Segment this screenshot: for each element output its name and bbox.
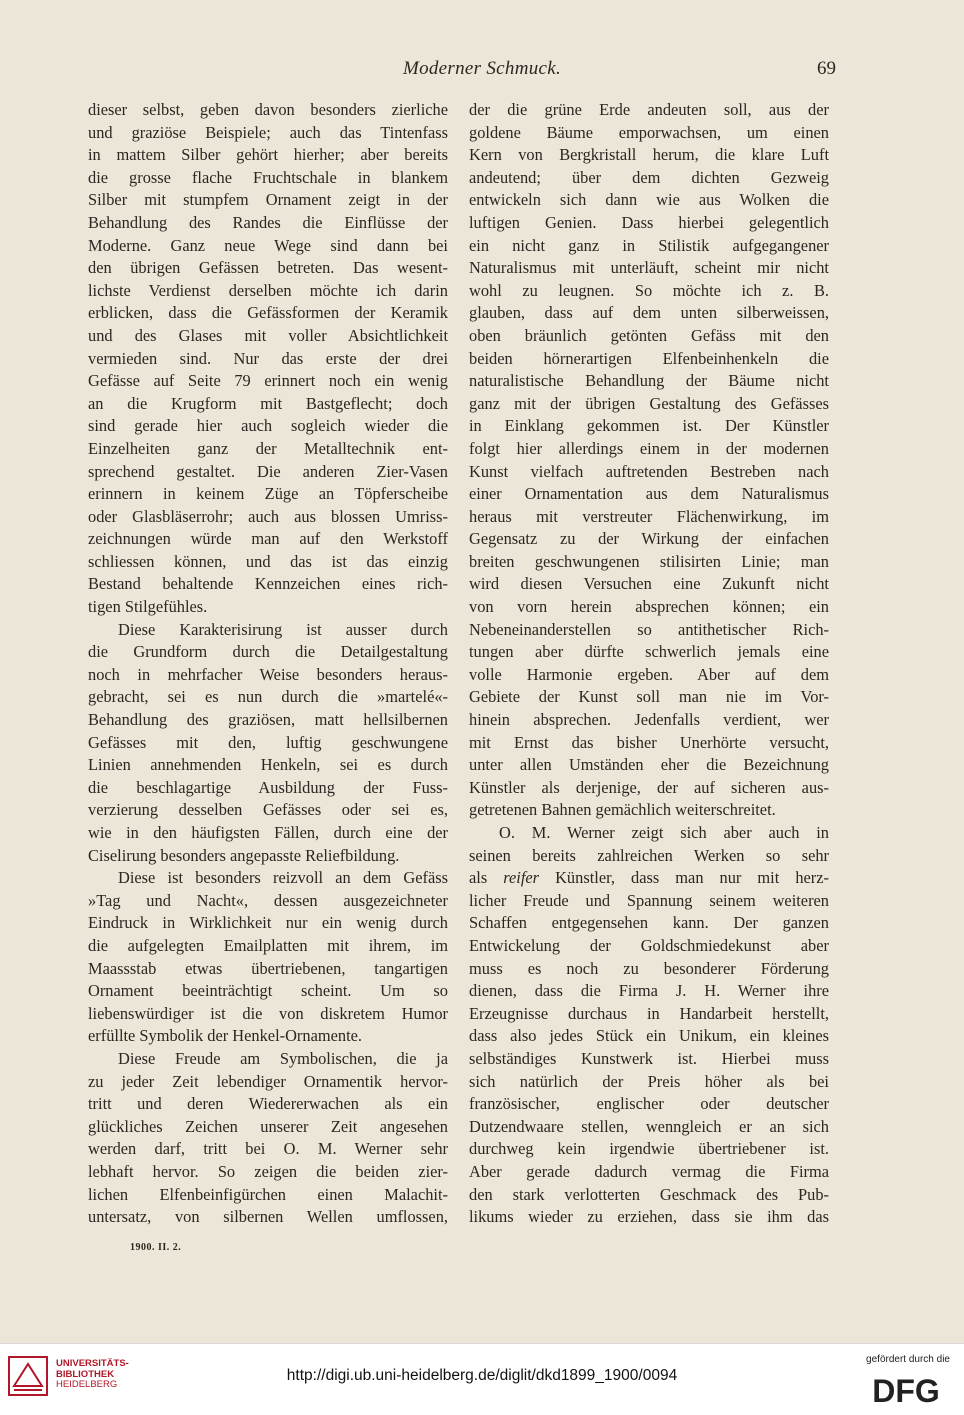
text-line: Ciselirung besonders angepasste Reliefbildung. bbox=[88, 845, 400, 865]
right-text-column bbox=[469, 99, 829, 1229]
text-line: Kunst vielfach auftretenden Bestreben nach bbox=[469, 461, 829, 481]
text-line: getretenen Bahnen gemächlich weiterschreitet. bbox=[469, 800, 776, 820]
text-line: volle Harmonie ergeben. Aber auf dem bbox=[469, 664, 829, 684]
text-line: hinein absprechen. Jedenfalls verdient, wer bbox=[469, 710, 829, 730]
funded-by-label: gefördert durch die bbox=[866, 1354, 950, 1365]
text-line: Eindruck in Wirklichkeit nur ein wenig durch bbox=[88, 913, 448, 933]
page-number: 69 bbox=[817, 58, 836, 79]
text-line: den stark verlotterten Geschmack des Pub- bbox=[469, 1184, 829, 1204]
text-line: Behandlung des Randes die Einflüsse der bbox=[88, 212, 448, 232]
text-line: Künstler als derjenige, der auf sicheren aus- bbox=[469, 777, 829, 797]
text-line: Diese Freude am Symbolischen, die ja bbox=[118, 1048, 448, 1068]
text-line: andeutend; über dem dichten Gezweig bbox=[469, 167, 829, 187]
text-line: in mattem Silber gehört hierher; aber bereits bbox=[88, 145, 448, 165]
text-line: und graziöse Beispiele; auch das Tintenfass bbox=[88, 122, 448, 142]
text-line: selbständiges Kunstwerk ist. Hierbei muss bbox=[469, 1048, 829, 1068]
left-text-column bbox=[88, 99, 448, 1229]
library-name-line3: HEIDELBERG bbox=[56, 1379, 118, 1390]
text-line: Gefässe auf Seite 79 erinnert noch ein wenig bbox=[88, 371, 448, 391]
text-line: Linien annehmenden Henkeln, sei es durch bbox=[88, 755, 448, 775]
text-line: sprechend gestaltet. Die anderen Zier-Vasen bbox=[88, 461, 448, 481]
text-line: in Einklang gekommen ist. Der Künstler bbox=[469, 416, 829, 436]
text-line: Maassstab etwas übertriebenen, tangartigen bbox=[88, 958, 448, 978]
text-line: gebracht, sei es nun durch die »martelé«- bbox=[88, 687, 448, 707]
text-line: Erzeugnisse durchaus in Handarbeit herstellt, bbox=[469, 1003, 829, 1023]
text-line: Bestand behaltende Kennzeichen eines rich- bbox=[88, 574, 448, 594]
text-line: ganz mit der übrigen Gestaltung des Gefässes bbox=[469, 393, 829, 413]
text-line: zeichnungen würde man auf den Werkstoff bbox=[88, 529, 448, 549]
text-line: wird diesen Versuchen eine Zukunft nicht bbox=[469, 574, 829, 594]
text-line: werden darf, tritt bei O. M. Werner sehr bbox=[88, 1139, 448, 1159]
text-line: glauben, dass auf dem unten silberweissen, bbox=[469, 303, 829, 323]
text-line: Dutzendwaare stellen, wenngleich er an sich bbox=[469, 1116, 829, 1136]
running-title: Moderner Schmuck. bbox=[402, 58, 562, 79]
permalink-url[interactable]: http://digi.ub.uni-heidelberg.de/diglit/dkd1899_1900/0094 bbox=[286, 1367, 678, 1384]
text-line: Nebeneinanderstellen so antithetischer Rich- bbox=[469, 619, 829, 639]
text-line: Naturalismus mit unterläuft, scheint mir nicht bbox=[469, 258, 829, 278]
text-line: mit Ernst das bisher Unerhörte versucht, bbox=[469, 732, 829, 752]
text-line: Einzelheiten ganz der Metalltechnik ent- bbox=[88, 438, 448, 458]
text-line: entwickeln sich dann wie aus Wolken die bbox=[469, 190, 829, 210]
text-line: O. M. Werner zeigt sich aber auch in bbox=[499, 823, 829, 842]
text-line: an die Krugform mit Bastgeflecht; doch bbox=[88, 393, 448, 413]
text-line: »Tag und Nacht«, dessen ausgezeichneter bbox=[88, 890, 448, 910]
text-line: oder Glasbläserrohr; auch aus blossen Umriss- bbox=[88, 506, 448, 526]
text-line: muss es noch zu besonderer Förderung bbox=[469, 958, 829, 978]
text-line: tritt und deren Wiedererwachen als ein bbox=[88, 1094, 448, 1114]
text-line: wie in den häufigsten Fällen, durch eine der bbox=[88, 823, 448, 842]
text-line: Gegensatz zu der Wirkung der einfachen bbox=[469, 529, 829, 549]
dfg-logo-icon bbox=[860, 1374, 952, 1406]
text-line: dienen, dass die Firma J. H. Werner ihre bbox=[469, 981, 829, 1001]
text-line: goldene Bäume emporwachsen, um einen bbox=[469, 122, 829, 142]
text-line: erinnern in keinem Züge an Töpferscheibe bbox=[88, 484, 448, 504]
text-line: als reifer Künstler, dass man nur mit herz- bbox=[469, 868, 829, 888]
text-line: folgt hier allerdings einem in der modernen bbox=[469, 438, 829, 458]
text-line: sind gerade hier auch sogleich wieder die bbox=[88, 416, 448, 436]
text-line: liebenswürdiger ist die von diskretem Humor bbox=[88, 1003, 448, 1023]
text-line: beiden hörnerartigen Elfenbeinhenkeln die bbox=[469, 348, 829, 368]
text-line: ein nicht ganz in Stilistik aufgegangener bbox=[469, 235, 829, 255]
text-line: dieser selbst, geben davon besonders zierliche bbox=[88, 100, 448, 119]
text-line: und des Glases mit voller Absichtlichkeit bbox=[88, 325, 448, 345]
text-line: die grosse flache Fruchtschale in blankem bbox=[88, 167, 448, 187]
library-name-line1: UNIVERSITÄTS- bbox=[56, 1358, 129, 1369]
text-line: heraus mit verstreuter Flächenwirkung, im bbox=[469, 506, 829, 526]
text-line: tigen Stilgefühles. bbox=[88, 597, 208, 617]
text-line: erfüllte Symbolik der Henkel-Ornamente. bbox=[88, 1026, 362, 1046]
signature-mark: 1900. II. 2. bbox=[130, 1242, 182, 1253]
text-line: oben bräunlich getönten Gefäss mit den bbox=[469, 325, 829, 345]
running-head bbox=[0, 58, 964, 84]
text-line: Behandlung des graziösen, matt hellsilbernen bbox=[88, 710, 448, 730]
text-line: Kern von Bergkristall herum, die klare Luft bbox=[469, 145, 829, 165]
text-line: die aufgelegten Emailplatten mit ihrem, im bbox=[88, 935, 448, 955]
text-line: lichen Elfenbeinfigürchen einen Malachit- bbox=[88, 1184, 448, 1204]
dfg-logo-text: DFG bbox=[872, 1374, 940, 1406]
text-line: Ornament beeinträchtigt scheint. Um so bbox=[88, 981, 448, 1001]
text-line: Silber mit stumpfem Ornament zeigt in der bbox=[88, 190, 448, 210]
text-line: Gefässes mit den, luftig geschwungene bbox=[88, 732, 448, 752]
text-line: verzierung desselben Gefässes oder sei es, bbox=[88, 800, 448, 820]
text-line: noch in mehrfacher Weise besonders heraus- bbox=[88, 664, 448, 684]
text-line: die Grundform durch die Detailgestaltung bbox=[88, 642, 448, 662]
text-line: den übrigen Gefässen betreten. Das wesent- bbox=[88, 258, 448, 278]
text-line: untersatz, von silbernen Wellen umflossen, bbox=[88, 1207, 448, 1227]
text-line: licher Freude und Spannung seinem weiteren bbox=[469, 890, 829, 910]
text-line: wohl zu leugnen. So möchte ich z. B. bbox=[469, 280, 829, 300]
text-line: einer Ornamentation aus dem Naturalismus bbox=[469, 484, 829, 504]
text-line: sich natürlich der Preis höher als bei bbox=[469, 1071, 829, 1091]
text-line: dass also jedes Stück ein Unikum, ein kleines bbox=[469, 1026, 829, 1046]
text-line: Diese ist besonders reizvoll an dem Gefäss bbox=[118, 868, 448, 888]
text-line: Diese Karakterisirung ist ausser durch bbox=[118, 619, 448, 639]
text-line: Aber gerade dadurch vermag die Firma bbox=[469, 1161, 829, 1181]
text-line: Moderne. Ganz neue Wege sind dann bei bbox=[88, 235, 448, 255]
text-line: glückliches Zeichen unserer Zeit angesehen bbox=[88, 1116, 448, 1136]
text-line: luftigen Genien. Dass hierbei gelegentlich bbox=[469, 212, 829, 232]
text-line: Entwickelung der Goldschmiedekunst aber bbox=[469, 935, 829, 955]
text-line: breiten geschwungenen stilisirten Linie; man bbox=[469, 551, 829, 571]
text-line: schliessen können, und das ist das einzig bbox=[88, 551, 448, 571]
text-line: zu jeder Zeit lebendiger Ornamentik hervor- bbox=[88, 1071, 448, 1091]
text-line: Schaffen entgegensehen kann. Der ganzen bbox=[469, 913, 829, 933]
text-line: Gebiete der Kunst soll man nie im Vor- bbox=[469, 687, 829, 707]
library-name-line2: BIBLIOTHEK bbox=[56, 1368, 115, 1380]
text-line: lebhaft hervor. So zeigen die beiden zier- bbox=[88, 1161, 448, 1181]
text-line: erblicken, dass die Gefässformen der Keramik bbox=[88, 303, 448, 323]
text-line: unter allen Umständen eher die Bezeichnung bbox=[469, 755, 829, 775]
text-line: seinen bereits zahlreichen Werken so sehr bbox=[469, 845, 829, 865]
text-line: die beschlagartige Ausbildung der Fuss- bbox=[88, 777, 448, 797]
text-line: französischer, englischer oder deutscher bbox=[469, 1094, 829, 1114]
viewer-footer bbox=[0, 1343, 964, 1415]
text-line: von vorn herein absprechen können; ein bbox=[469, 597, 829, 617]
text-line: likums wieder zu erziehen, dass sie ihm das bbox=[469, 1207, 829, 1227]
text-line: der die grüne Erde andeuten soll, aus der bbox=[469, 100, 829, 119]
text-line: vermieden sind. Nur das erste der drei bbox=[88, 348, 448, 368]
text-line: lichste Verdienst derselben möchte ich darin bbox=[88, 280, 448, 300]
text-line: durchweg kein irgendwie übertriebener ist. bbox=[469, 1139, 829, 1159]
text-line: naturalistische Behandlung der Bäume nicht bbox=[469, 371, 829, 391]
text-line: tungen aber dürfte schwerlich jemals eine bbox=[469, 642, 829, 662]
